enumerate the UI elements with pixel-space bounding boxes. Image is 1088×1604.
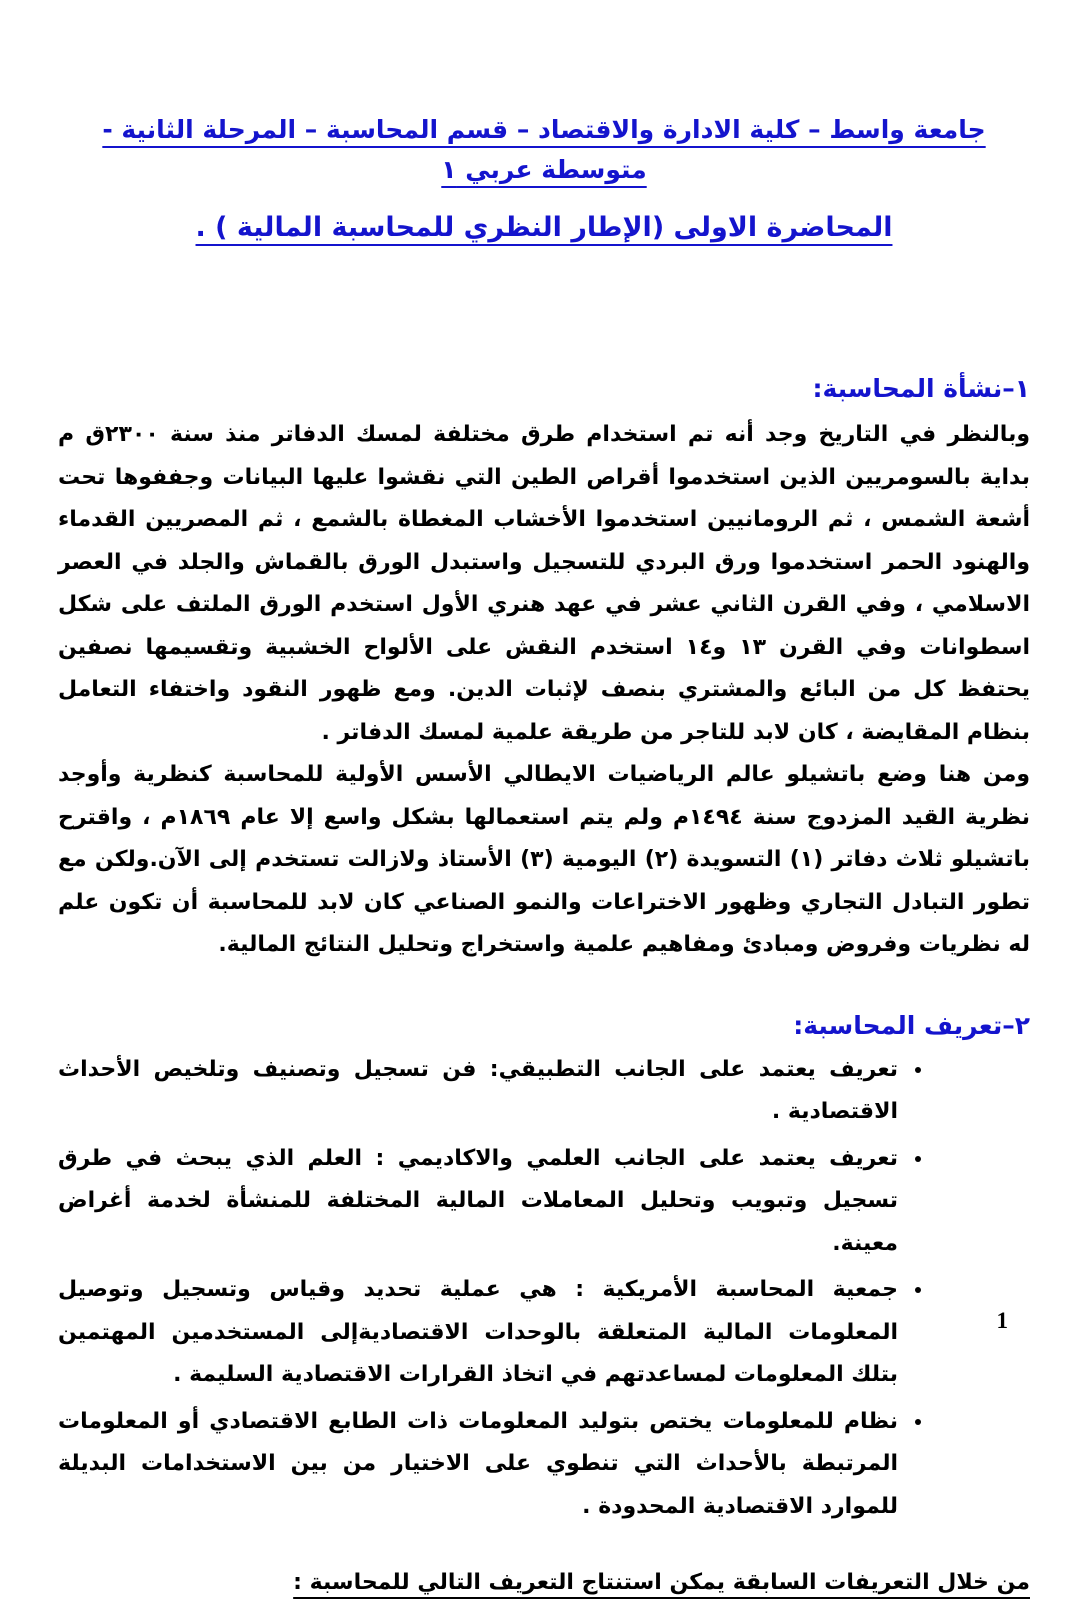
- section-heading-accounting-origin: ١–نشأة المحاسبة:: [812, 374, 1030, 403]
- lecture-title-line: المحاضرة الاولى (الإطار النظري للمحاسبة المالية ) .: [195, 212, 893, 243]
- definition-item-american-association: • جمعية المحاسبة الأمريكية : هي عملية تحديد وقياس وتسجيل وتوصيل المعلومات المالية المتعلقة بالوحدات الاقتصاديةإلى المستخدمين المهتمين بتلك المعلومات لمساعدتهم في اتخاذ القرارات الاقتصادية السليمة .: [58, 1269, 902, 1397]
- body-paragraph-history: وبالنظر في التاريخ وجد أنه تم استخدام طرق مختلفة لمسك الدفاتر منذ سنة ٢٣٠٠ق م بداية بالسومريين الذين استخدموا أقراص الطين التي نقشوا عليها البيانات وجففوها تحت أشعة الشمس ، ثم الرومانيين استخدموا الأخشاب المغطاة بالشمع ، ثم المصريين القدماء والهنود الحمر استخدموا ورق البردي للتسجيل واستبدل الورق بالقماش والجلد في العصر الاسلامي ، وفي القرن الثاني عشر في عهد هنري الأول استخدم الورق الملتف على شكل اسطوانات وفي القرن ١٣ و١٤ استخدم النقش على الألواح الخشبية وتقسيمها نصفين يحتفظ كل من البائع والمشتري بنصف لإثبات الدين. ومع ظهور النقود واختفاء التعامل بنظام المقايضة ، كان لابد للتاجر من طريقة علمية لمسك الدفاتر .: [58, 422, 1031, 745]
- university-title-line: جامعة واسط – كلية الادارة والاقتصاد – قسم المحاسبة – المرحلة الثانية - متوسطة عربي ١: [102, 115, 986, 184]
- definitions-list: [58, 1049, 1030, 1529]
- conclusion-underlined-line: من خلال التعريفات السابقة يمكن استنتاج التعريف التالي للمحاسبة :: [293, 1570, 1030, 1595]
- conclusion-row: [58, 1562, 1030, 1604]
- body-paragraph-pacioli: ومن هنا وضع باتشيلو عالم الرياضيات الايطالي الأسس الأولية للمحاسبة كنظرية وأوجد نظرية القيد المزدوج سنة ١٤٩٤م ولم يتم استعمالها بشكل واسع إلا عام ١٨٦٩م ، واقترح باتشيلو ثلاث دفاتر (١) التسويدة (٢) اليومية (٣) الأستاذ ولازالت تستخدم إلى الآن.ولكن مع تطور التبادل التجاري وظهور الاختراعات والنمو الصناعي كان لابد للمحاسبة أن تكون علم له نظريات وفروض ومبادئ ومفاهيم علمية واستخراج وتحليل النتائج المالية.: [58, 762, 1030, 957]
- definition-item-applied: • تعريف يعتمد على الجانب التطبيقي: فن تسجيل وتصنيف وتلخيص الأحداث الاقتصادية .: [58, 1049, 902, 1134]
- section-heading-accounting-definition: ٢–تعريف المحاسبة:: [793, 1010, 1030, 1040]
- page-number: 1: [996, 1308, 1008, 1333]
- definition-item-scientific: • تعريف يعتمد على الجانب العلمي والاكاديمي : العلم الذي يبحث في طرق تسجيل وتبويب وتحليل المعاملات المالية المختلفة للمنشأة لخدمة أغراض معينة.: [58, 1138, 902, 1266]
- definition-item-information-system: • نظام للمعلومات يختص بتوليد المعلومات ذات الطابع الاقتصادي أو المعلومات المرتبطة بالأحداث التي تنطوي على الاختيار من بين الاستخدامات البديلة للموارد الاقتصادية المحدودة .: [58, 1401, 902, 1529]
- document-header: [58, 0, 1030, 248]
